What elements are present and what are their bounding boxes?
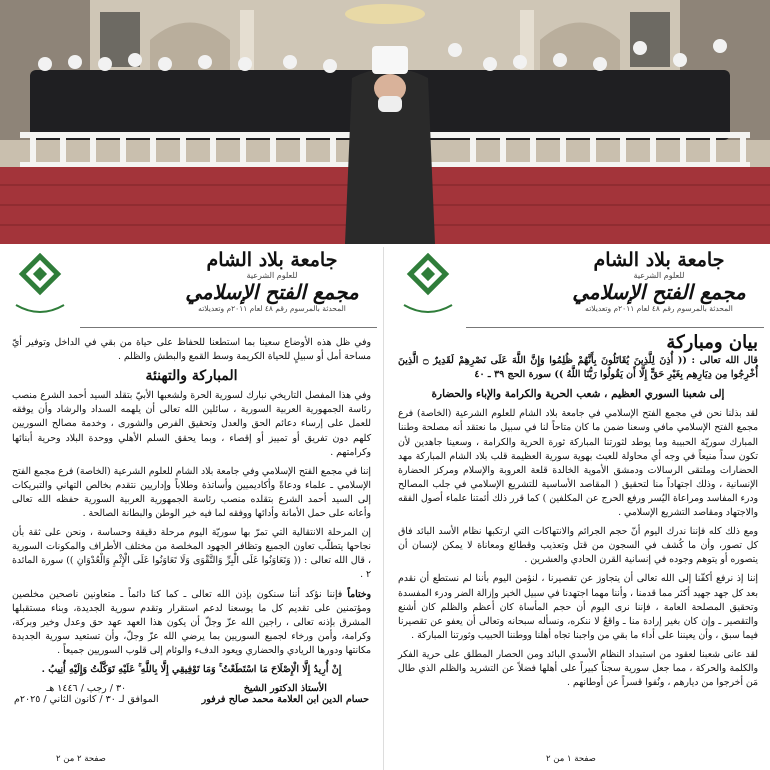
institution-logo: [8, 253, 72, 323]
paragraph: [12, 588, 371, 658]
university-name: جامعة بلاد الشام: [593, 249, 725, 271]
header-rule: [466, 327, 764, 328]
document-page-1: [386, 247, 770, 770]
signature-block: [0, 683, 383, 705]
university-subtitle: للعلوم الشرعية: [633, 271, 685, 280]
university-subtitle: للعلوم الشرعية: [246, 271, 298, 280]
page-1-body: [386, 332, 770, 690]
letterhead: [386, 247, 770, 332]
paragraph: إننا في مجمع الفتح الإسلامي وفي جامعة بلاد الشام للعلوم الشرعية (الخاصة) فرع مجمع الفتح الإسلامي ـ علماء ودعاةً وأكاديميين وأساتذة وطلاباً وإداريين نتقدم بخالص التهاني والتبريكات إلى السيد أحمد الشرع بتقلده منصب رئاسة الجمهورية العربية السورية حفظه الله تعالى وأعانه على حمل الأمانة وأدائها ووفقه لما فيه خير الوطن والبطانة الصالحة .: [12, 465, 371, 520]
paragraph: وفي هذا المفصل التاريخي نبارك لسورية الحرة ولشعبها الأبيّ بتقلد السيد أحمد الشرع منصب رئاسة الجمهورية العربية السورية ، سائلين الله تعالى أن يلهمه السداد والرشاد وأن يوفقه للعمل على إرساء دعائم الحق والعدل وتحقيق الفرص والشورى ، وخدمة مصالح السوريين كلهم دون تفريق أو تمييز أو إقصاء ، وبما يحقق السلم الأهلي ووحدة البلاد وحرية أبنائها وكرامتهم .: [12, 390, 371, 458]
license-text: المحدثة بالمرسوم رقم ٤٨ لعام ٢٠١١م وتعديلاته: [198, 304, 346, 313]
header-rule: [80, 327, 377, 328]
closing-lead: وختاماً: [347, 588, 371, 600]
page-2-body: [0, 332, 383, 677]
paragraph: وفي ظل هذه الأوضاع سعينا بما استطعنا للحفاظ على حياة من بقي في الداخل وتوفير أيّ مساحة أمل أو سبيلٍ للحياة الكريمة وسط القمع والبطش والظلم .: [12, 337, 371, 363]
signer-name: حسام الدين ابن العلامة محمد صالح فرفور: [201, 694, 369, 706]
signer-title: الأستاذ الدكتور الشيخ: [243, 683, 327, 695]
date-hijri: ٣٠ / رجب / ١٤٤٦ هـ: [46, 683, 127, 695]
address-line: إلى شعبنا السوري العظيم ، شعب الحرية والكرامة والإباء والحضارة: [431, 388, 725, 401]
quran-verse: قال الله تعالى : (( أُذِنَ لِلَّذِينَ يُقَاتَلُونَ بِأَنَّهُمْ ظُلِمُوا وَإِنَّ اللَّهَ عَلَى نَصْرِهِمْ لَقَدِيرٌ ۝ الَّذِينَ أُخْرِجُوا مِن دِيَارِهِم بِغَيْرِ حَقٍّ إِلَّا أَن يَقُولُوا رَبُّنَا اللَّهُ )) سورة الحج ٣٩ ـ ٤٠: [398, 355, 758, 381]
paragraph: لقد بذلنا نحن في مجمع الفتح الإسلامي في جامعة بلاد الشام للعلوم الشرعية (الخاصة) فرع مجمع الفتح الإسلامي مافي وسعنا ضمن ما كان متاحاً لنا في سبيل ما نعتقد أنه مصلحة وطننا المبارك سوريّة الحبيبة وما يوطد لثورتنا المباركة ثورة الحرية والكرامة ، وسعينا جاهدين لأن تكون سداً منيعاً في وجه أي محاولة للعبث بهوية سورية العظيمة قلب بلاد الشام المباركة مهد الحضارات وملتقى الرسالات ودمشق الأموية الخالدة قلعة العروبة والإسلام ومركز الحضارة الإنسانية ، وذلك اجتهاداً منا لتحقيق ( المقاصد الأساسية للتشريع الإسلامي في جلب المصالح ودرء المفاسد ومراعاة اليُسر ورفع الحرج عن المكلفين ) كما قرر ذلك أئمتنا علماء أصول الفقه والاجتهاد ومقاصد التشريع الإسلامي .: [398, 408, 758, 519]
letterhead: [0, 247, 383, 332]
complex-name: مجمع الفتح الإسلامي: [185, 280, 359, 304]
paragraph: ومع ذلك كله فإننا ندرك اليوم أنّ حجم الجرائم والانتهاكات التي ارتكبها نظام الأسد البائد فاق كل تصور، وأن ما كُشف في السجون من قتل وتعذيب وقطائع ومعاناة لا يمكن لإنسان أن يتصوره أو يتوهم وجوده في إنسانية القرن الحادي والعشرين .: [398, 526, 758, 566]
paragraph: إننا إذ نرفع أكفّنا إلى الله تعالى أن يتجاوز عن تقصيرنا ، لنؤمن اليوم بأننا لم نستطع أن نقدم بعد كل جهد جهيد أكثر مما قدمنا ، وأننا مهما اجتهدنا في سبيل الخير وإزالة الضر ودرء المفسدة وتحقيق المصلحة العامة ، فإننا نرى اليوم أن حجم المأساة كان أعظم والظلم كان أشنع والتقصير ـ وإن كان بغير إرادة منا ـ واقعٌ لا ننكره، ونسأله سبحانه وتعالى أن يعفو عن تقصيرنا فيما سبق ، وأن يعيننا على أداء ما بقي من واجبنا تجاه أهلنا ووطننا الحبيب وثورتنا المباركة .: [398, 573, 758, 641]
section-heading: المباركة والتهنئة: [145, 368, 238, 385]
mosque-scene-illustration: [0, 0, 770, 244]
document-page-2: [0, 247, 384, 770]
paragraph: لقد عانى شعبنا لعقود من استبداد النظام الأسدي البائد ومن الحصار المطلق على حرية الفكر والكلمة والحركة ، مما جعل سورية سجناً كبيراً على أهلها فضلاً عن التشريد والظلم الذي طال مَن أخرجوا من ديارهم ، ونُفوا قسراً عن أوطانهم .: [398, 648, 758, 689]
document-title: بيان ومباركة: [666, 332, 758, 353]
date-gregorian: الموافق لـ ٣٠ / كانون الثاني / ٢٠٢٥م: [14, 694, 159, 706]
closing-text: فإننا نؤكد أننا سنكون بإذن الله تعالى ـ كما كنا دائماً ـ متعاونين ناصحين مخلصين ومؤتمنين على تقديم كل ما يوسعنا لدعم استقرار وتقدم سورية الجديدة، وبناء مستقبلها المشرق بإذنه تعالى ، راجين الله عزّ وجلّ أن يكون هذا العهد عهد حق وعدل وخير وبركة، وكرامة، وأمن ورخاء لجميع السوريين بما يرضي الله عزّ وجلّ، وأن تستعيد سورية الجديدة مكانتها ودورها الريادي والحضاري ويعود الدفء والوئام إلى قلوب السوريين جميعاً .: [12, 588, 371, 656]
mosque-photo: [0, 0, 770, 244]
university-name: جامعة بلاد الشام: [206, 249, 338, 271]
closing-verse: إِنْ أُرِيدُ إِلَّا الْإِصْلَاحَ مَا اسْتَطَعْتُ ۚ وَمَا تَوْفِيقِي إِلَّا بِاللَّهِ ۚ عَلَيْهِ تَوَكَّلْتُ وَإِلَيْهِ أُنِيبُ .: [41, 663, 342, 675]
paragraph: إن المرحلة الانتقالية التي تمرّ بها سوريّة اليوم مرحلة دقيقة وحساسة ، ونحن على ثقة بأن نجاحها يتطلّب تعاون الجميع وتظافر الجهود المخلصة من مختلف الأطراف والمكونات السورية ، قال الله تعالى : (( وَتَعَاوَنُوا عَلَى الْبِرِّ وَالتَّقْوَى وَلَا تَعَاوَنُوا عَلَى الْإِثْمِ وَالْعُدْوَانِ )) سورة المائدة ٢ .: [12, 527, 371, 581]
institution-logo: [396, 253, 460, 323]
complex-name: مجمع الفتح الإسلامي: [572, 280, 746, 304]
page-number: صفحة ٢ من ٢: [56, 754, 106, 764]
license-text: المحدثة بالمرسوم رقم ٤٨ لعام ٢٠١١م وتعديلاته: [585, 304, 733, 313]
page-number: صفحة ١ من ٢: [546, 754, 596, 764]
